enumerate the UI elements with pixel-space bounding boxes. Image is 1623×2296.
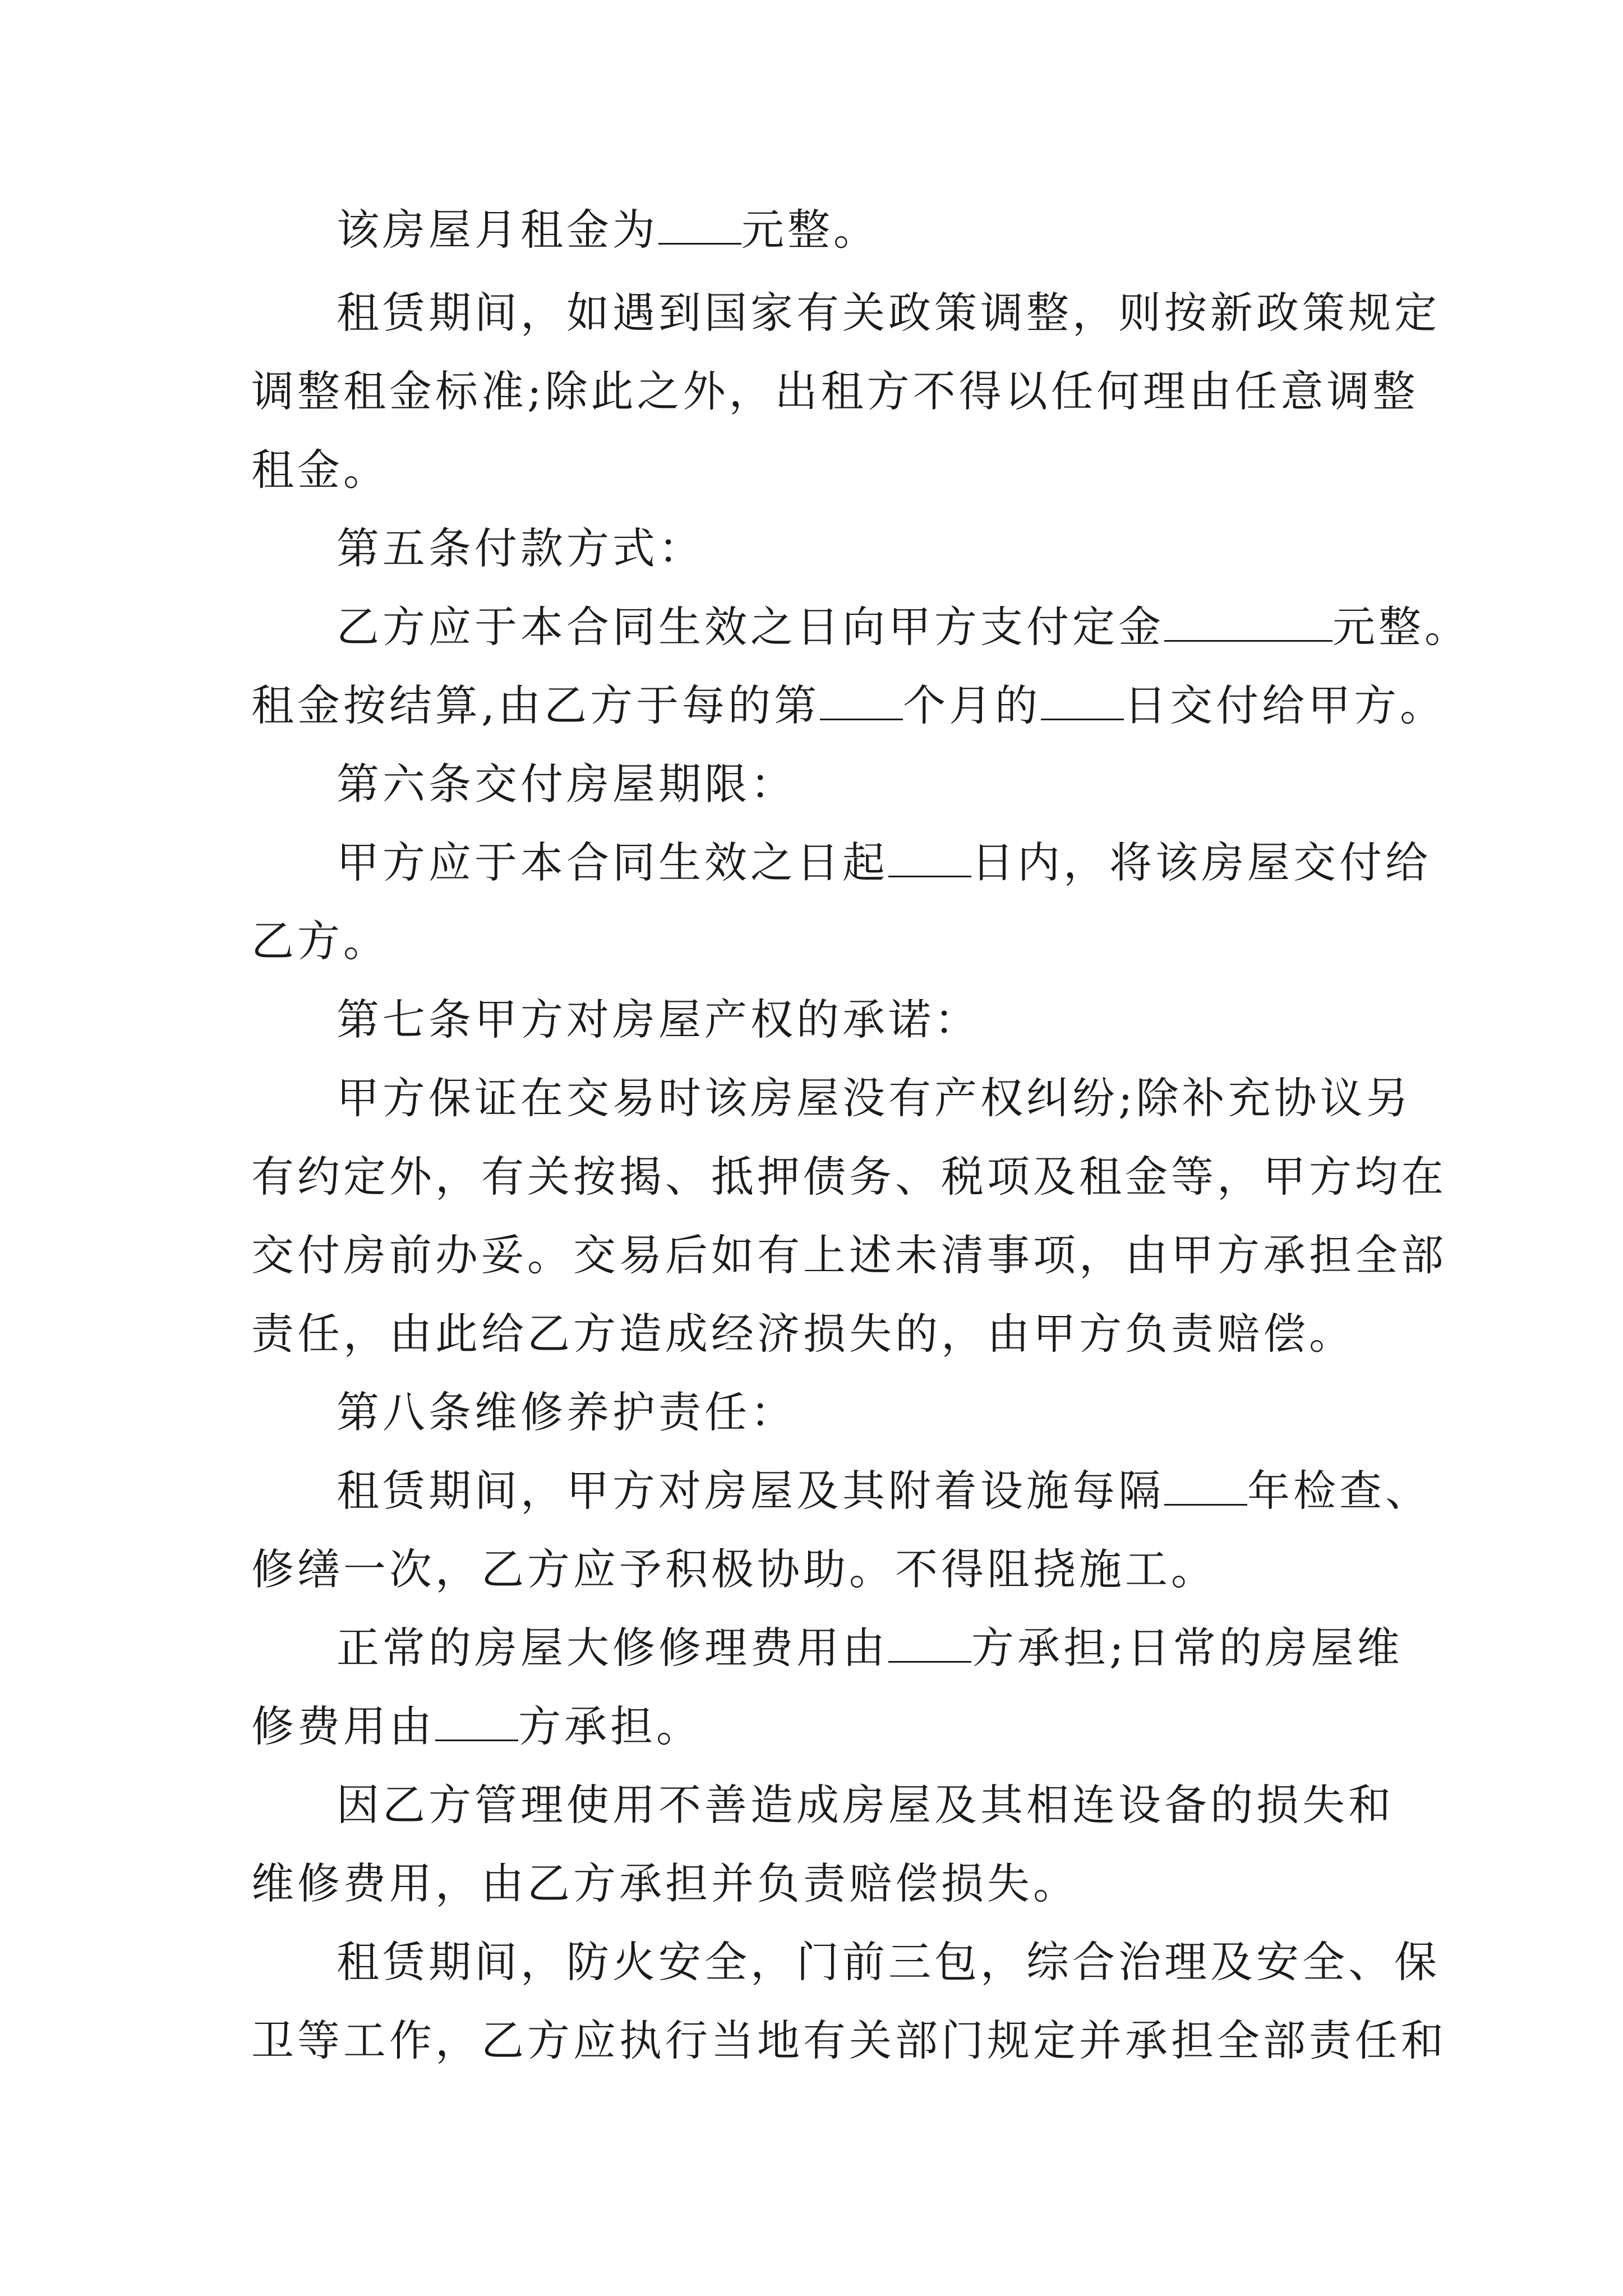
fill-in-blank	[435, 1703, 518, 1741]
fill-in-blank	[658, 206, 741, 245]
paragraph-line: 修缮一次，乙方应予积极协助。不得阻挠施工。	[251, 1544, 1217, 1594]
paragraph-line: 甲方应于本合同生效之日起 日内，将该房屋交付给	[336, 838, 1431, 887]
paragraph-line: 该房屋月租金为 元整。	[336, 205, 879, 255]
paragraph-line: 卫等工作，乙方应执行当地有关部门规定并承担全部责任和	[251, 2016, 1447, 2065]
paragraph-line: 租赁期间，防火安全，门前三包，综合治理及安全、保	[336, 1937, 1440, 1987]
fill-in-blank	[1041, 682, 1124, 720]
fill-in-blank	[888, 839, 971, 877]
section-heading: 第七条甲方对房屋产权的承诺：	[336, 995, 980, 1045]
paragraph-line: 租赁期间，甲方对房屋及其附着设施每隔 年检查、	[336, 1466, 1431, 1516]
fill-in-blank	[820, 682, 903, 720]
paragraph-line: 交付房前办妥。交易后如有上述未清事项，由甲方承担全部	[251, 1230, 1447, 1280]
fill-in-blank	[888, 1624, 971, 1663]
fill-in-blank	[1164, 1467, 1247, 1506]
paragraph-line: 租金按结算,由乙方于每的第 个月的 日交付给甲方。	[251, 680, 1446, 730]
paragraph-line: 修费用由 方承担。	[251, 1701, 702, 1751]
paragraph-line: 正常的房屋大修修理费用由 方承担;日常的房屋维	[336, 1623, 1403, 1673]
paragraph-line: 租赁期间，如遇到国家有关政策调整，则按新政策规定	[336, 288, 1440, 338]
section-heading: 第八条维修养护责任：	[336, 1387, 796, 1437]
paragraph-line: 租金。	[251, 445, 389, 495]
section-heading: 第六条交付房屋期限：	[336, 759, 796, 809]
paragraph-line: 维修费用，由乙方承担并负责赔偿损失。	[251, 1858, 1079, 1908]
paragraph-line: 因乙方管理使用不善造成房屋及其相连设备的损失和	[336, 1780, 1394, 1830]
paragraph-line: 有约定外，有关按揭、抵押债务、税项及租金等，甲方均在	[251, 1152, 1447, 1202]
paragraph-line: 调整租金标准;除此之外，出租方不得以任何理由任意调整	[251, 366, 1419, 416]
paragraph-line: 乙方。	[251, 916, 389, 966]
paragraph-line: 乙方应于本合同生效之日向甲方支付定金 元整。	[336, 602, 1470, 652]
paragraph-line: 责任，由此给乙方造成经济损失的，由甲方负责赔偿。	[251, 1309, 1355, 1359]
fill-in-blank	[1164, 603, 1332, 642]
paragraph-line: 甲方保证在交易时该房屋没有产权纠纷;除补充协议另	[336, 1073, 1412, 1123]
section-heading: 第五条付款方式：	[336, 523, 704, 573]
